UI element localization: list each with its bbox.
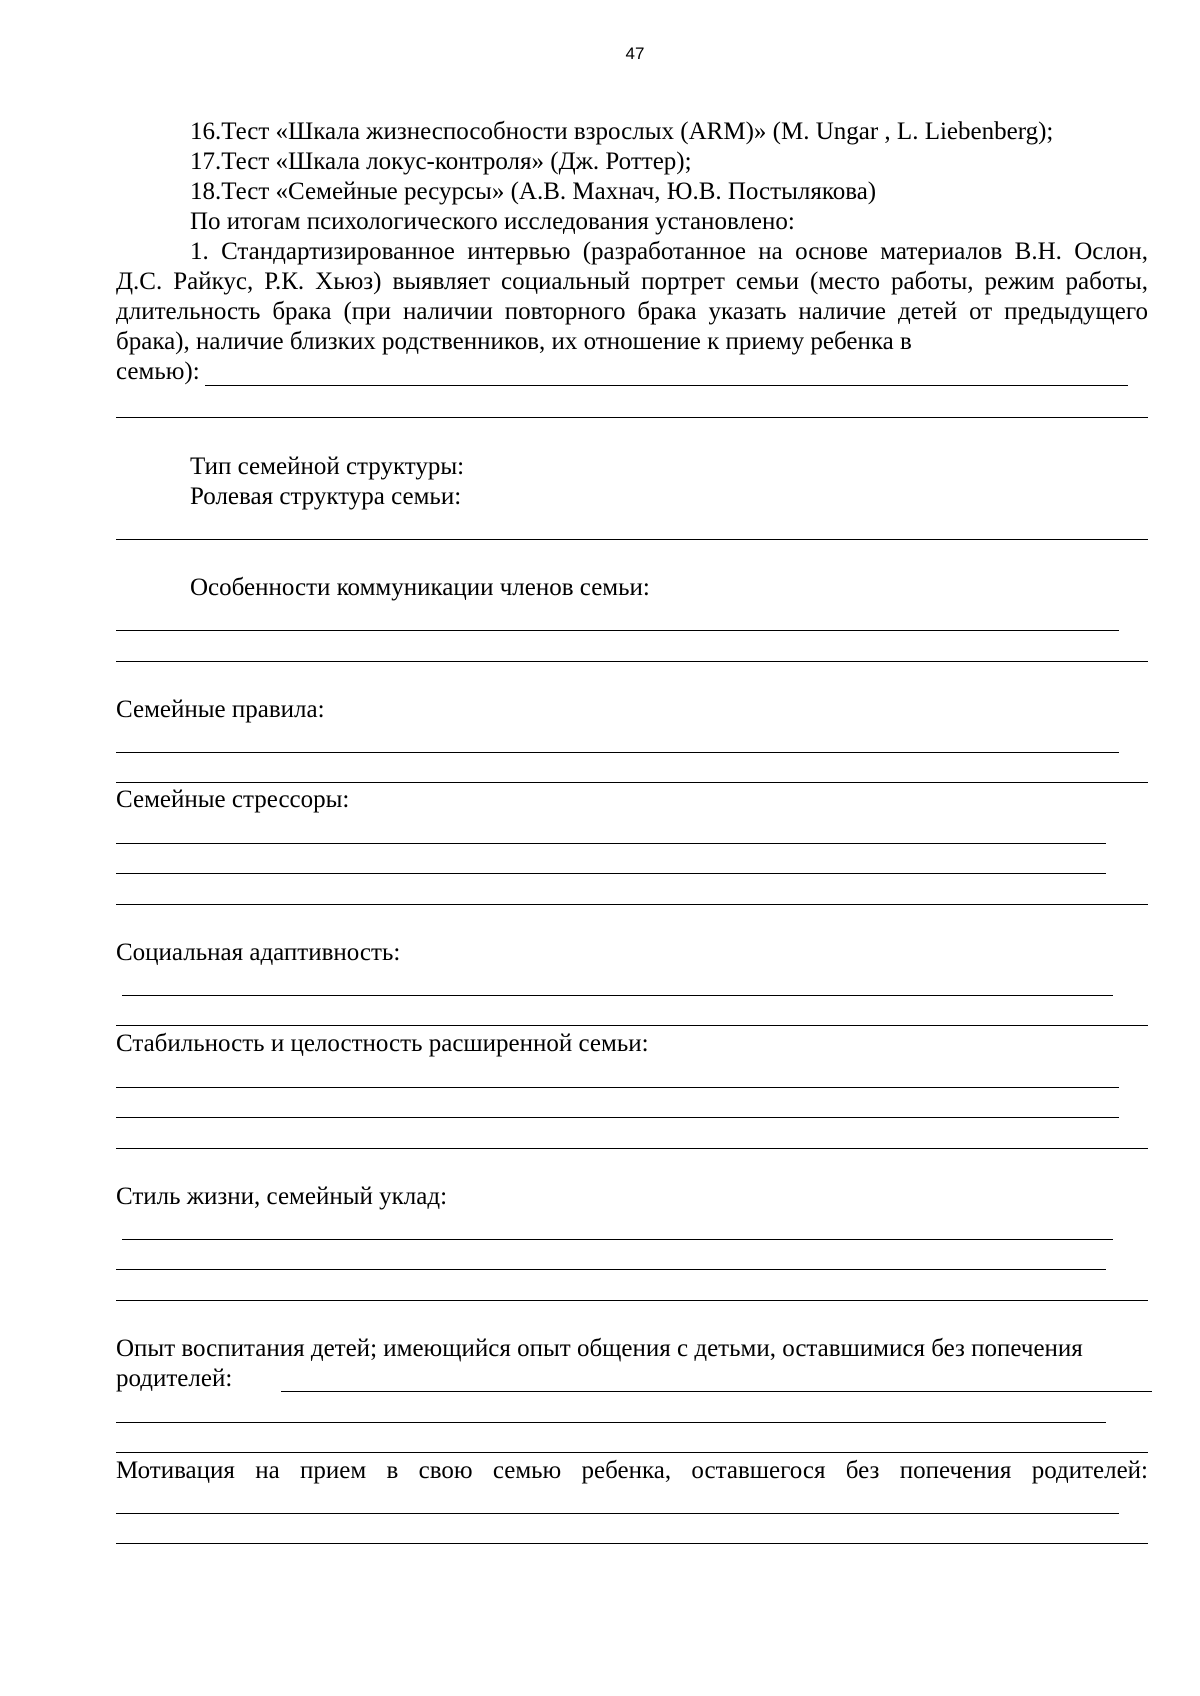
extended-family-answer-line[interactable] [116,1117,1119,1118]
upbringing-answer-line[interactable] [116,1452,1148,1453]
family-role-structure-label: Ролевая структура семьи: [190,483,462,510]
extended-family-answer-line[interactable] [116,1148,1148,1149]
communication-answer-line[interactable] [116,661,1148,662]
lifestyle-label: Стиль жизни, семейный уклад: [116,1183,448,1210]
family-stressors-answer-line[interactable] [116,904,1148,905]
communication-answer-line[interactable] [116,630,1119,631]
upbringing-experience-label: Опыт воспитания детей; имеющийся опыт общения с детьми, оставшимися без попечения [116,1335,1083,1362]
family-stressors-answer-line[interactable] [116,843,1106,844]
interview-paragraph-tail: семью): [116,358,200,385]
social-adaptivity-label: Социальная адаптивность: [116,939,401,966]
extended-family-stability-label: Стабильность и целостность расширенной семьи: [116,1030,649,1057]
upbringing-answer-line[interactable] [281,1391,1152,1392]
upbringing-answer-line[interactable] [116,1422,1106,1423]
interview-answer-line[interactable] [205,385,1128,386]
family-stressors-answer-line[interactable] [116,873,1106,874]
family-structure-type-label: Тип семейной структуры: [190,453,465,480]
motivation-answer-line[interactable] [116,1543,1148,1544]
motivation-answer-line[interactable] [116,1513,1119,1514]
results-intro: По итогам психологического исследования установлено: [190,208,795,235]
interview-answer-line[interactable] [116,417,1148,418]
family-rules-answer-line[interactable] [116,752,1119,753]
social-adaptivity-answer-line[interactable] [122,995,1113,996]
motivation-label: Мотивация на прием в свою семью ребенка, оставшегося без попечения родителей: [116,1457,1148,1484]
page-number: 47 [625,44,645,63]
interview-paragraph: 1. Стандартизированное интервью (разработанное на основе материалов В.Н. Ослон, Д.С. Райкус, Р.К. Хьюз) выявляет социальный портрет семьи (место работы, режим работы, длительность брака (при наличии повторного брака указать наличие детей от предыдущего брака), наличие близких родственников, их отношение к приему ребенка в [116,238,1148,355]
family-rules-label: Семейные правила: [116,696,325,723]
test-item-17: 17.Тест «Шкала локус-контроля» (Дж. Роттер); [190,148,692,175]
lifestyle-answer-line[interactable] [116,1269,1106,1270]
family-rules-answer-line[interactable] [116,782,1148,783]
upbringing-experience-label-tail: родителей: [116,1365,233,1392]
family-stressors-label: Семейные стрессоры: [116,786,350,813]
test-item-18: 18.Тест «Семейные ресурсы» (А.В. Махнач, Ю.В. Постылякова) [190,178,877,205]
lifestyle-answer-line[interactable] [122,1239,1113,1240]
family-role-structure-answer-line[interactable] [116,539,1148,540]
test-item-16: 16.Тест «Шкала жизнеспособности взрослых (ARM)» (M. Ungar , L. Liebenberg); [190,118,1054,145]
lifestyle-answer-line[interactable] [116,1300,1148,1301]
social-adaptivity-answer-line[interactable] [116,1025,1148,1026]
extended-family-answer-line[interactable] [116,1087,1119,1088]
communication-features-label: Особенности коммуникации членов семьи: [190,574,650,601]
